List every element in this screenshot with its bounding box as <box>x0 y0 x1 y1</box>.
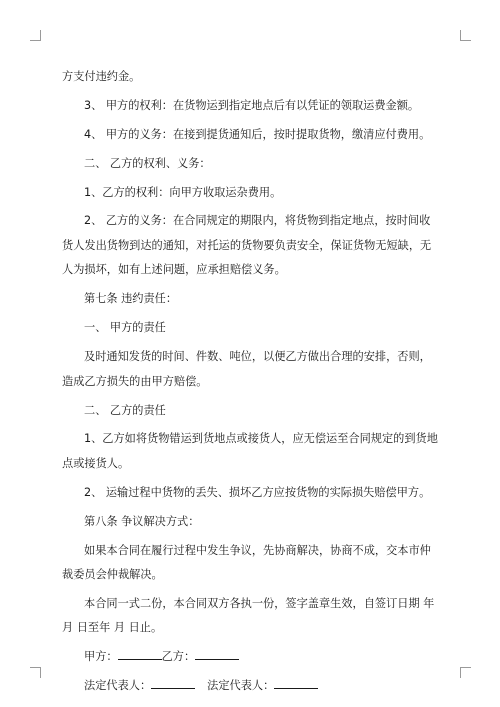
corner-mark-bottom-left <box>30 667 41 678</box>
paragraph: 方支付违约金。 <box>62 70 141 83</box>
article-heading: 第八条 争议解决方式： <box>84 514 200 528</box>
party-a-signature-field[interactable] <box>118 646 162 660</box>
section-heading: 二、 乙方的权利、义务： <box>84 156 211 170</box>
paragraph: 如果本合同在履行过程中发生争议，先协商解决，协商不成，交本市仲裁委员会仲裁解决。 <box>62 543 431 582</box>
paragraph: 2、 运输过程中货物的丢失、损坏乙方应按货物的实际损失赔偿甲方。 <box>84 485 431 499</box>
paragraph: 4、 甲方的义务：在接到提货通知后，按时提取货物，缴清应付费用。 <box>84 127 431 141</box>
rep-b-label: 法定代表人： <box>207 679 275 693</box>
paragraph: 1、乙方如将货物错运到货地点或接货人，应无偿运至合同规定的到货地点或接货人。 <box>62 432 438 470</box>
section-heading: 二、 乙方的责任 <box>84 403 166 417</box>
rep-a-label: 法定代表人： <box>84 679 152 693</box>
paragraph: 1、乙方的权利：向甲方收取运杂费用。 <box>84 185 282 199</box>
document-body <box>62 65 438 703</box>
paragraph: 及时通知发货的时间、件数、吨位，以便乙方做出合理的安排，否则，造成乙方损失的由甲方赔偿。 <box>62 350 431 388</box>
rep-b-signature-field[interactable] <box>274 675 318 689</box>
section-heading: 一、 甲方的责任 <box>84 321 166 335</box>
party-b-signature-field[interactable] <box>195 646 239 660</box>
signature-line-parties <box>62 645 438 670</box>
paragraph: 本合同一式二份，本合同双方各执一份，签字盖章生效，自签订日期 年 月 日至年 月 日止。 <box>62 596 435 635</box>
article-heading: 第七条 违约责任： <box>84 292 178 306</box>
party-a-label: 甲方： <box>84 650 118 664</box>
rep-a-signature-field[interactable] <box>151 675 195 689</box>
corner-mark-bottom-right <box>460 667 471 678</box>
paragraph: 3、 甲方的权利：在货物运到指定地点后有以凭证的领取运费金额。 <box>84 98 420 112</box>
paragraph: 2、 乙方的义务：在合同规定的期限内，将货物到指定地点，按时间收货人发出货物到达的通知，对托运的货物要负责安全，保证货物无短缺，无人为损坏，如有上述问题，应承担赔偿义务。 <box>62 214 432 277</box>
party-b-label: 乙方： <box>161 650 196 664</box>
corner-mark-top-left <box>30 30 41 41</box>
signature-line-representatives <box>62 674 438 699</box>
corner-mark-top-right <box>460 30 471 41</box>
